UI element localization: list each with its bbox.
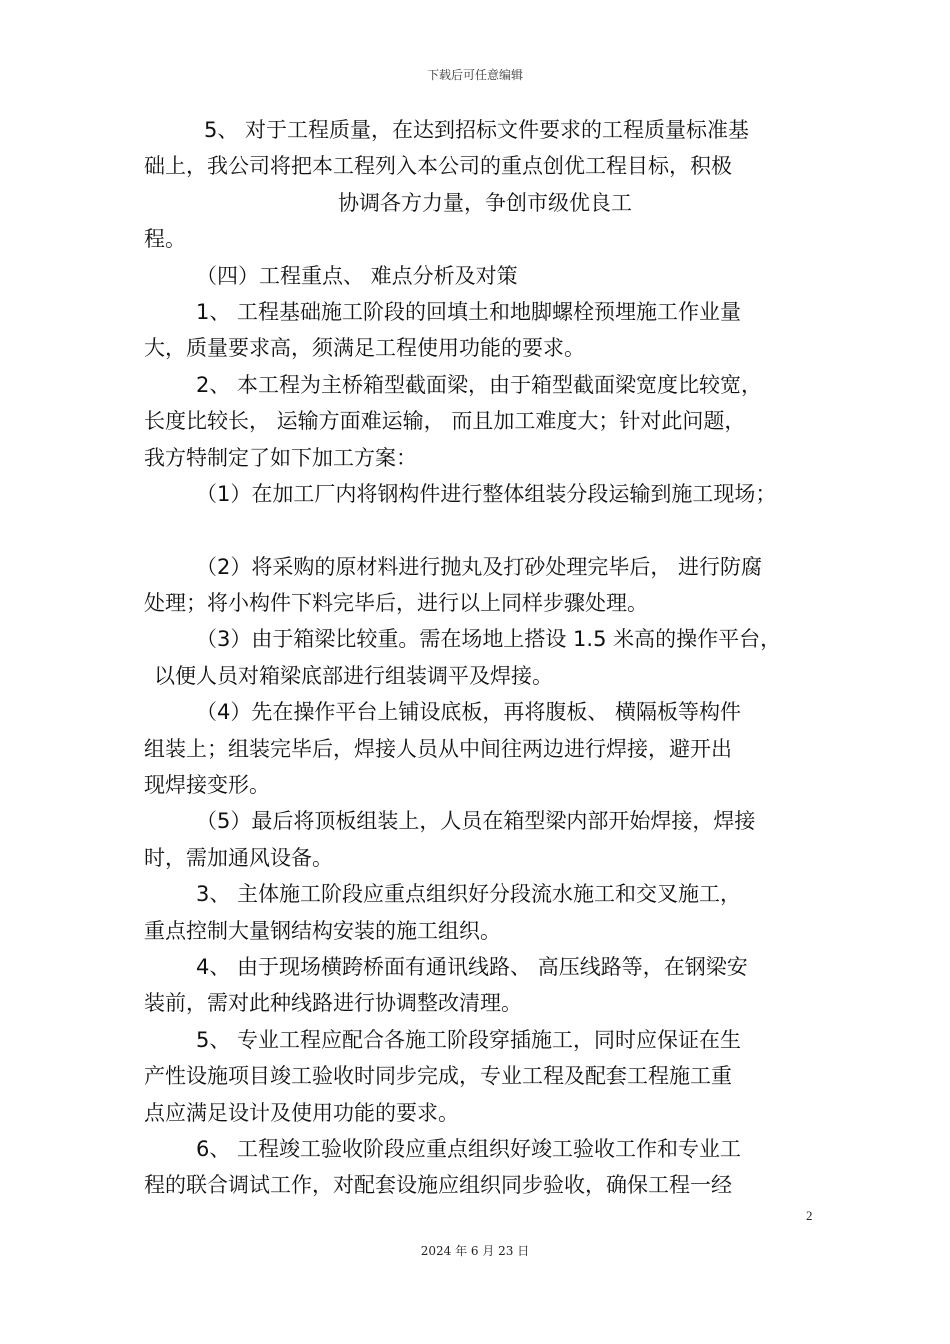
- paragraph-line: 处理；将小构件下料完毕后，进行以上同样步骤处理。: [144, 591, 648, 616]
- paragraph-line: 以便人员对箱梁底部进行组装调平及焊接。: [154, 663, 553, 688]
- paragraph-line: （3）由于箱梁比较重。需在场地上搭设 1.5 米高的操作平台，: [196, 627, 782, 652]
- paragraph-line: （2）将采购的原材料进行抛丸及打砂处理完毕后， 进行防腐: [196, 554, 763, 579]
- paragraph-line: 3、 主体施工阶段应重点组织好分段流水施工和交叉施工，: [196, 882, 742, 907]
- paragraph-line: 程。: [144, 227, 186, 252]
- paragraph-line: 大，质量要求高，须满足工程使用功能的要求。: [144, 336, 585, 361]
- paragraph-line: 5、 对于工程质量，在达到招标文件要求的工程质量标准基: [204, 118, 750, 142]
- paragraph-line: 协调各方力量，争创市级优良工: [338, 190, 632, 215]
- paragraph-line: 重点控制大量钢结构安装的施工组织。: [144, 918, 501, 943]
- document-body: [144, 112, 826, 1204]
- paragraph-line: 时，需加通风设备。: [144, 845, 333, 870]
- paragraph-line: 2、 本工程为主桥箱型截面梁，由于箱型截面梁宽度比较宽，: [196, 372, 763, 397]
- paragraph-line: 长度比较长， 运输方面难运输， 而且加工难度大；针对此问题，: [144, 409, 746, 434]
- paragraph-line: 点应满足设计及使用功能的要求。: [144, 1100, 459, 1125]
- paragraph-line: 我方特制定了如下加工方案：: [144, 445, 417, 470]
- paragraph-line: （5）最后将顶板组装上，人员在箱型梁内部开始焊接，焊接: [196, 809, 756, 834]
- paragraph-line: （1）在加工厂内将钢构件进行整体组装分段运输到施工现场；: [196, 481, 777, 506]
- blank-line: [144, 512, 826, 548]
- paragraph-line: 组装上；组装完毕后，焊接人员从中间往两边进行焊接，避开出: [144, 736, 732, 761]
- paragraph-line: （4）先在操作平台上铺设底板，再将腹板、 横隔板等构件: [196, 700, 742, 725]
- paragraph-line: 1、 工程基础施工阶段的回填土和地脚螺栓预埋施工作业量: [196, 299, 742, 324]
- paragraph-line: 6、 工程竣工验收阶段应重点组织好竣工验收工作和专业工: [196, 1136, 742, 1161]
- page-header: 下载后可任意编辑: [426, 68, 523, 82]
- page-number: 2: [806, 1208, 813, 1223]
- paragraph-line: 现焊接变形。: [144, 773, 270, 798]
- paragraph-line: 产性设施项目竣工验收时同步完成，专业工程及配套工程施工重: [144, 1064, 732, 1089]
- paragraph-line: 础上，我公司将把本工程列入本公司的重点创优工程目标，积极: [144, 154, 732, 179]
- paragraph-line: 程的联合调试工作，对配套设施应组织同步验收，确保工程一经: [144, 1173, 732, 1198]
- section-heading: （四）工程重点、 难点分析及对策: [196, 263, 518, 288]
- paragraph-line: 装前，需对此种线路进行协调整改清理。: [144, 991, 522, 1016]
- paragraph-line: 5、 专业工程应配合各施工阶段穿插施工，同时应保证在生: [196, 1027, 742, 1052]
- page-footer-date: 2024 年 6 月 23 日: [420, 1244, 530, 1258]
- paragraph-line: 4、 由于现场横跨桥面有通讯线路、 高压线路等，在钢梁安: [196, 954, 748, 979]
